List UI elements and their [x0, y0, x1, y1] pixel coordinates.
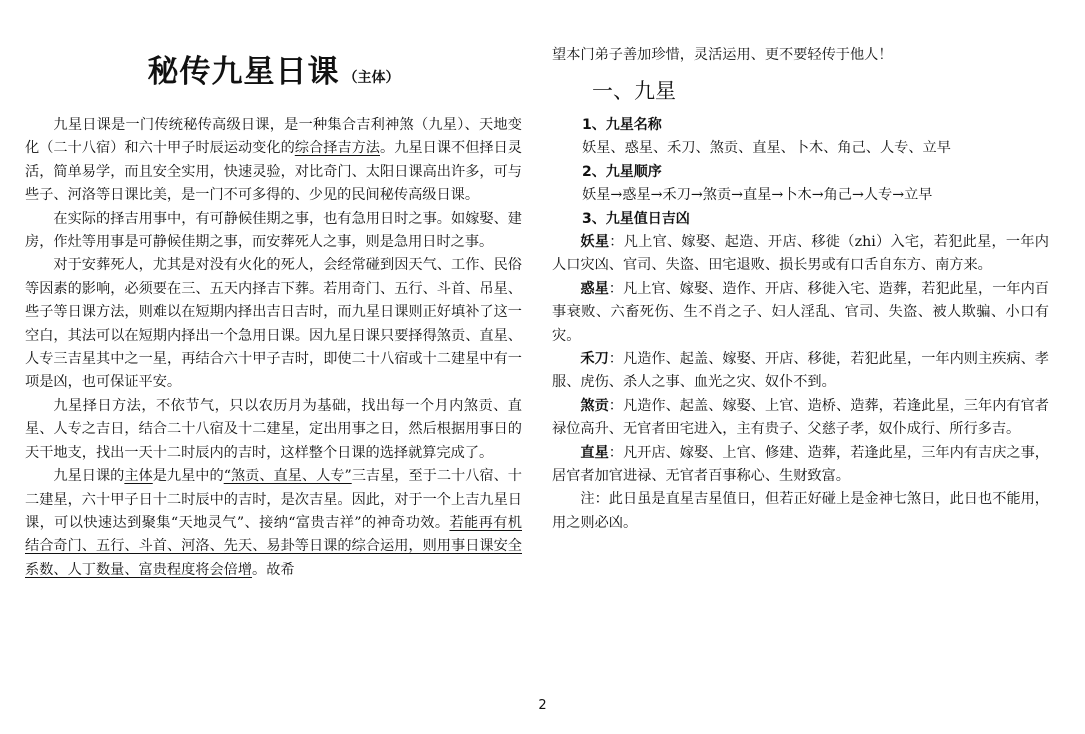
- star-names: 妖星、惑星、禾刀、煞贡、直星、卜木、角己、人专、立早: [582, 140, 951, 157]
- paragraph-method: 九星择日方法，不依节气，只以农历月为基础，找出每一个月内煞贡、直星、人专之吉日，结合二十八宿及十二建星，定出用事之日，然后根据用事日的天干地支，找出一天十二时辰内的吉时，这样整个日课的选择就算完成了。: [25, 397, 522, 461]
- right-top-line: [552, 44, 1049, 67]
- intro-text: 九星日课是一门传统秘传高级日课，是一种集合吉利神煞（九星）、天地变化（二十八宿）和六十甲子时辰运动变化的: [25, 117, 522, 157]
- heading-names: 1、九星名称: [582, 117, 662, 133]
- star-hedao-text: ：凡造作、起盖、嫁娶、开店、移徙，若犯此星，一年内则主疾病、孝服、虎伤、杀人之事、血光之灾、奴仆不到。: [552, 351, 1049, 391]
- star-hedao: [552, 348, 1049, 395]
- star-shagong-text: ：凡造作、起盖、嫁娶、上官、造桥、造葬，若逢此星，三年内有官者禄位高升、无官者田宅进入，主有贵子、父慈子孝，奴仆成行、所行多吉。: [552, 397, 1049, 438]
- star-hedao-name: 禾刀: [580, 351, 609, 368]
- main-text-4: 。故希: [252, 561, 295, 578]
- star-order: 妖星→惑星→禾刀→煞贡→直星→卜木→角己→人专→立早: [582, 187, 933, 204]
- section-title: 一、九星: [592, 79, 676, 103]
- star-yao: [552, 231, 1049, 278]
- heading-order: 2、九星顺序: [582, 163, 662, 180]
- main-text-3: 三吉星，至于二十八宿、十二建星，六十甲子日十二时辰中的吉时，是次吉星。因此，对于一个上吉九星日课，可以快速达到聚集“天地灵气”、接纳“富贵吉祥”的神奇功效。: [25, 468, 522, 531]
- heading-fortune: 3、九星值日吉凶: [582, 210, 690, 227]
- paragraph-main: [25, 465, 522, 582]
- note: 注：此日虽是直星吉星值日，但若正好碰上是金神七煞日，此日也不能用，用之则必凶。: [552, 491, 1049, 531]
- continuation-line: 望本门弟子善加珍惜，灵活运用、更不要轻传于他人！: [552, 47, 893, 63]
- main-underlined-3: 若能再有机结合奇门、五行、斗首、河洛、先天、易卦等日课的综合运用，则用事日课安全系数、人丁数量、富贵程度将会倍增: [25, 514, 522, 578]
- star-huo-text: ：凡上官、嫁娶、造作、开店、移徙入宅、造葬，若犯此星，一年内百事衰败、六畜死伤、生不肖之子、妇人淫乱、官司、失盗、被人欺骗、小口有灾。: [552, 280, 1049, 344]
- star-shagong: [552, 395, 1049, 442]
- star-zhixing: [552, 442, 1049, 489]
- star-yao-name: 妖星: [580, 234, 610, 250]
- page-title: 秘传九星日课: [147, 54, 340, 90]
- intro-text-2: 。九星日课不但择日灵活，简单易学，而且安全实用，快速灵验，对比奇门、太阳日课高出许多，可与些子、河洛等日课比美，是一门不可多得的、少见的民间秘传高级日课。: [25, 140, 522, 204]
- star-huo: [552, 278, 1049, 348]
- paragraph-usage: 在实际的择吉用事中，有可静候佳期之事，也有急用日时之事。如嫁娶、建房，作灶等用事是可静候佳期之事，而安葬死人之事，则是急用日时之事。: [25, 210, 522, 251]
- star-zhixing-text: ：凡开店、嫁娶、上官、修建、造葬，若逢此星，三年内有吉庆之事，居官者加官进禄、无官者百事称心、生财致富。: [552, 444, 1049, 485]
- star-shagong-name: 煞贡: [580, 397, 609, 414]
- star-descriptions: [552, 231, 1049, 535]
- main-text: 九星日课的: [53, 468, 125, 485]
- page-subtitle: （主体）: [343, 70, 400, 86]
- star-zhixing-name: 直星: [580, 444, 609, 461]
- paragraph-burial: 对于安葬死人，尤其是对没有火化的死人，会经常碰到因天气、工作、民俗等因素的影响，必须要在三、五天内择吉下葬。若用奇门、五行、斗首、吊星、些子等日课方法，则难以在短期内择出吉日吉时，而九星日课则正好填补了这一空白，其法可以在短期内择出一个急用日课。因九星日课只要择得煞贡、直星、人专三吉星其中之一星，再结合六十甲子吉时，即使二十八宿或十二建星中有一项是凶，也可保证平安。: [25, 257, 522, 391]
- star-yao-text: ：凡上官、嫁娶、起造、开店、移徙（zhi）入宅，若犯此星，一年内人口灾凶、官司、失盗、田宅退败、损长男或有口舌自东方、南方来。: [552, 234, 1049, 274]
- page-number: 2: [538, 698, 547, 713]
- main-text-2: 是九星中的: [152, 468, 224, 485]
- paragraph-intro: [25, 114, 522, 208]
- main-underlined: 主体: [124, 468, 153, 485]
- left-body: [25, 114, 522, 582]
- title-block: [25, 46, 522, 91]
- star-huo-name: 惑星: [580, 280, 609, 297]
- main-underlined-2: “煞贡、直星、人专”: [223, 468, 352, 485]
- intro-underlined: 综合择吉方法: [294, 140, 380, 157]
- nine-star-lists: [582, 114, 1049, 231]
